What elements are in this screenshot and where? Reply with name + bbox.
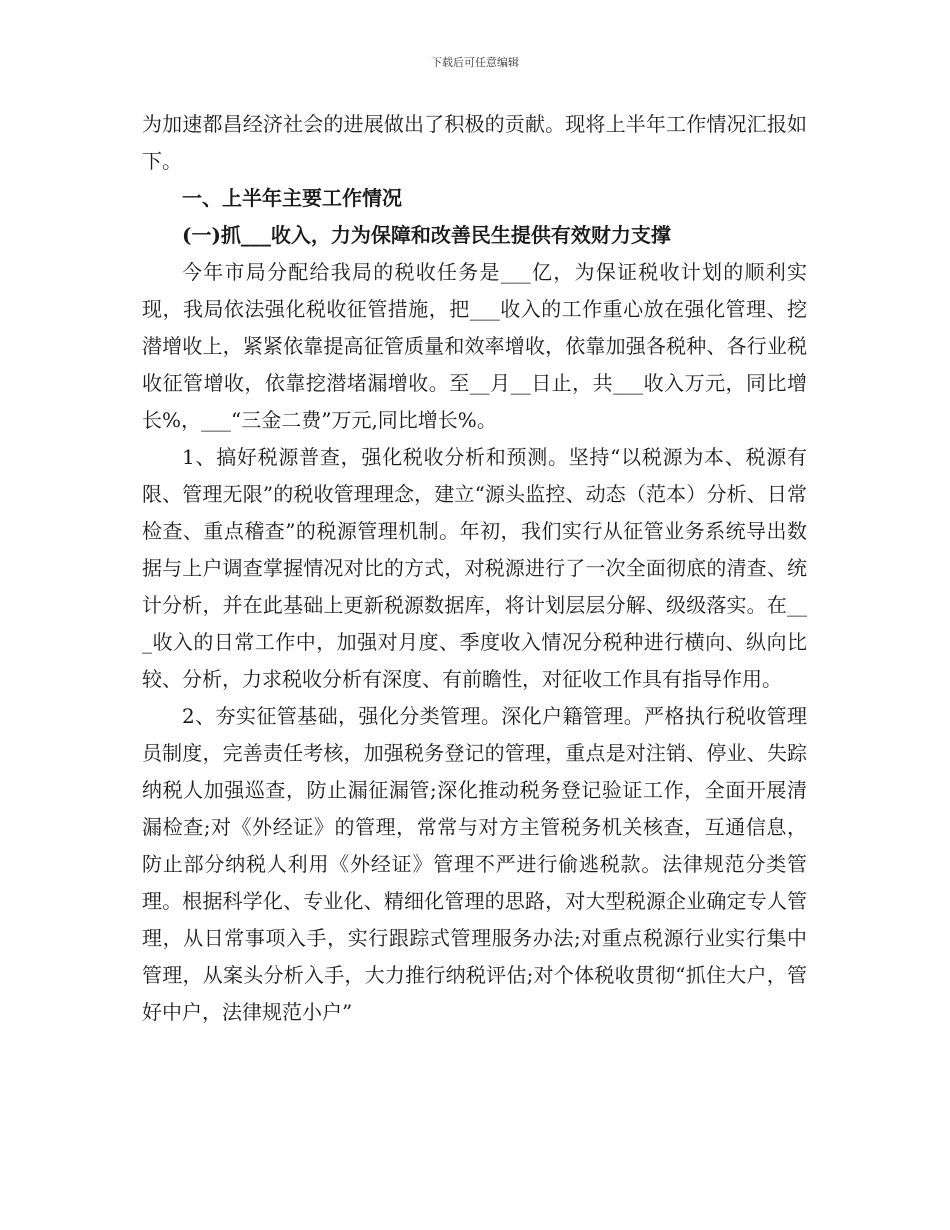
paragraph-tax-source-survey: 1、搞好税源普查，强化税收分析和预测。坚持“以税源为本、税源有限、管理无限”的税收管理理念，建立“源头监控、动态（范本）分析、日常检查、重点稽查”的税源管理机制。年初，我们实行从征管业务系统导出数据与上户调查掌握情况对比的方式，对税源进行了一次全面彻底的清查、统计分析，并在此基础上更新税源数据库，将计划层层分解、级级落实。在___收入的日常工作中，加强对月度、季度收入情况分税种进行横向、纵向比较、分析，力求税收分析有深度、有前瞻性，对征收工作具有指导作用。 <box>142 445 807 691</box>
paragraph-intro: 为加速都昌经济社会的进展做出了积极的贡献。现将上半年工作情况汇报如下。 <box>142 112 807 173</box>
paragraph-collection-management: 2、夯实征管基础，强化分类管理。深化户籍管理。严格执行税收管理员制度，完善责任考核，加强税务登记的管理，重点是对注销、停业、失踪纳税人加强巡查，防止漏征漏管;深化推动税务登记验证工作，全面开展清漏检查;对《外经证》的管理，常常与对方主管税务机关核查，互通信息，防止部分纳税人利用《外经证》管理不严进行偷逃税款。法律规范分类管理。根据科学化、专业化、精细化管理的思路，对大型税源企业确定专人管理，从日常事项入手，实行跟踪式管理服务办法;对重点税源行业实行集中管理，从案头分析入手，大力推行纳税评估;对个体税收贯彻“抓住大户，管好中户，法律规范小户” <box>142 704 807 1024</box>
section-heading: 一、上半年主要工作情况 <box>182 186 402 210</box>
subsection-heading: (一)抓___收入，力为保障和改善民生提供有效财力支撑 <box>182 223 671 247</box>
document-body <box>142 106 807 1031</box>
page-header: 下载后可任意编辑 <box>431 56 519 69</box>
paragraph-tax-task: 今年市局分配给我局的税收任务是___亿，为保证税收计划的顺利实现，我局依法强化税收征管措施，把___收入的工作重心放在强化管理、挖潜增收上，紧紧依靠提高征管质量和效率增收，依靠加强各税种、各行业税收征管增收，依靠挖潜堵漏增收。至__月__日止，共___收入万元，同比增长%，___“三金二费”万元,同比增长%。 <box>142 260 807 432</box>
